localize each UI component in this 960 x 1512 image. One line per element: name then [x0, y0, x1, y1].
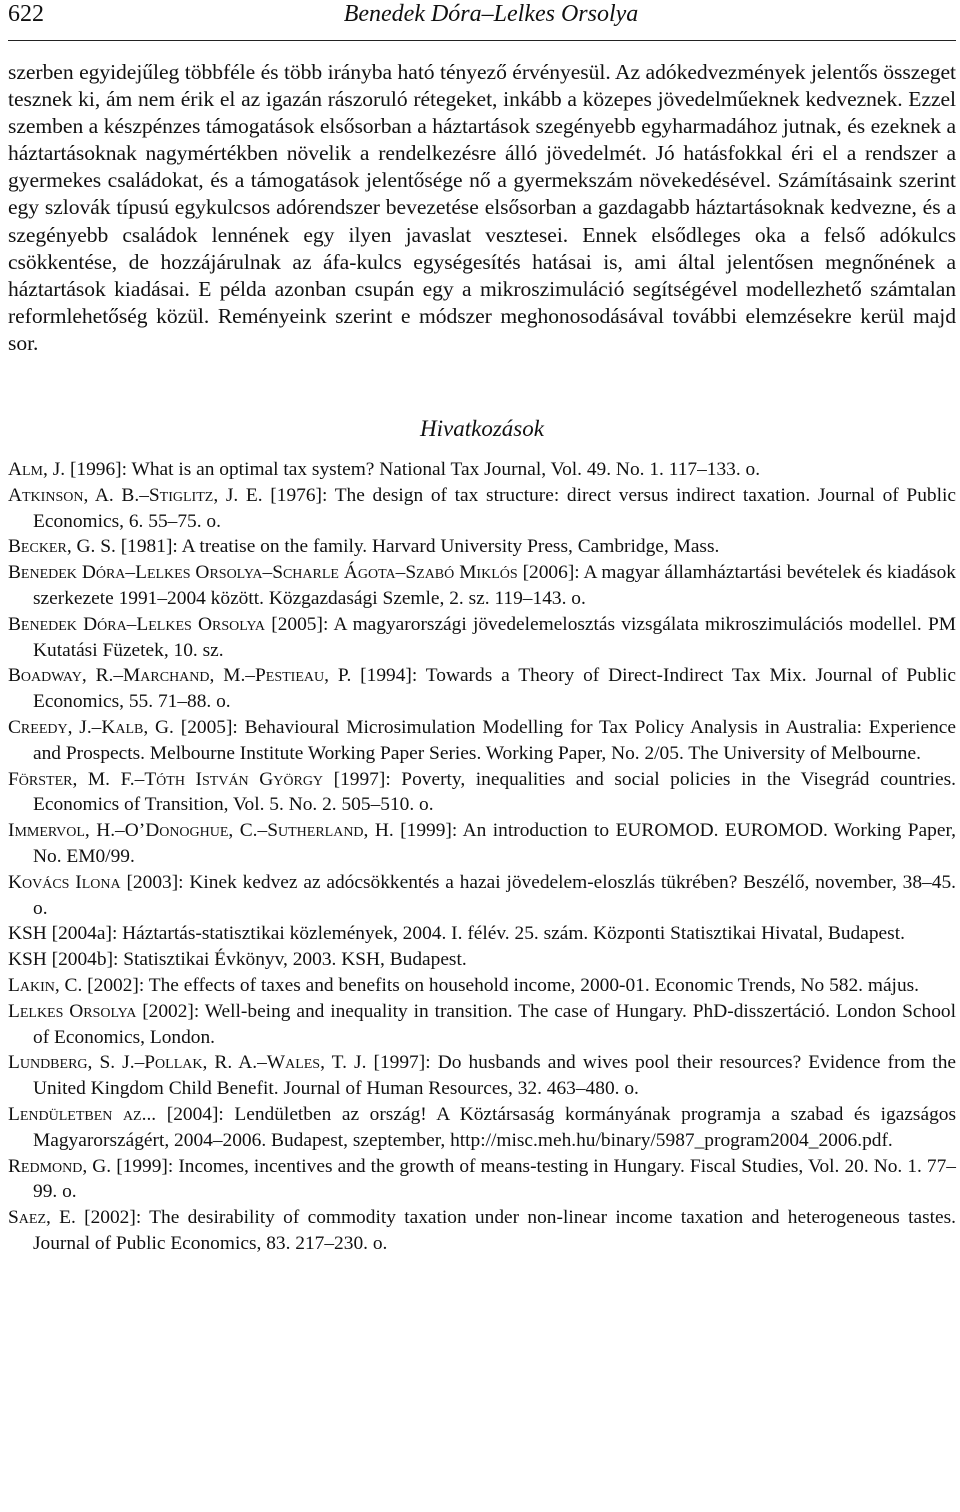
reference-text: [2004]: Lendületben az ország! A Köztársaság kormányának programja a szabad és igazságos Magyarországért, 2004–2006. Budapest, szeptember, http://misc.meh.hu/binary/5987_program2004_2006.pdf.: [33, 1103, 957, 1151]
reference-item: [8, 818, 956, 870]
reference-item: [8, 870, 956, 922]
reference-text: KSH [2004b]: Statisztikai Évkönyv, 2003. KSH, Budapest.: [8, 949, 467, 971]
reference-authors: Boadway, R.–Marchand, M.–Pestieau, P.: [8, 665, 352, 687]
reference-item: [8, 1205, 956, 1257]
reference-item: [8, 1154, 956, 1206]
reference-authors: Immervol, H.–O’Donoghue, C.–Sutherland, H.: [8, 820, 394, 842]
reference-text: [1999]: Incomes, incentives and the growth of means-testing in Hungary. Fiscal Studies, Vol. 20. No. 1. 77–99. o.: [33, 1155, 957, 1203]
reference-authors: Kovács Ilona: [8, 871, 121, 893]
reference-text: [2002]: Well-being and inequality in transition. The case of Hungary. PhD-disszertáció. London School of Economics, London.: [33, 1000, 956, 1048]
reference-text: [2005]: Behavioural Microsimulation Modelling for Tax Policy Analysis in Australia: Experience and Prospects. Melbourne Institute Working Paper Series. Working Paper, No. 2/05. The University of Melbourne.: [33, 717, 956, 764]
reference-item: [8, 715, 956, 767]
reference-text: [1997]: Poverty, inequalities and social policies in the Visegrád countries. Economics of Transition, Vol. 5. No. 2. 505–510. o.: [33, 768, 956, 816]
reference-authors: Saez, E.: [8, 1207, 76, 1229]
reference-authors: Alm, J.: [8, 459, 66, 481]
reference-item: [8, 973, 956, 999]
reference-text: [2002]: The desirability of commodity taxation under non-linear income taxation and heterogeneous tastes. Journal of Public Economics, 83. 217–230. o.: [33, 1207, 957, 1254]
reference-item: [8, 483, 956, 535]
reference-item: [8, 663, 956, 715]
reference-text: [2005]: A magyarországi jövedelemelosztás vizsgálata mikroszimulációs modellel. PM Kutatási Füzetek, 10. sz.: [33, 613, 957, 661]
reference-text: [2003]: Kinek kedvez az adócsökkentés a hazai jövedelem-eloszlás tükrében? Beszélő, november, 38–45. o.: [33, 871, 956, 919]
reference-authors: Lendületben az...: [8, 1103, 157, 1125]
reference-text: [1976]: The design of tax structure: direct versus indirect taxation. Journal of Public Economics, 6. 55–75. o.: [33, 484, 956, 532]
reference-text: [1996]: What is an optimal tax system? National Tax Journal, Vol. 49. No. 1. 117–133. o.: [65, 459, 761, 481]
reference-authors: Creedy, J.–Kalb, G.: [8, 717, 174, 738]
reference-text: [1997]: Do husbands and wives pool their resources? Evidence from the United Kingdom Child Benefit. Journal of Human Resources, 32. 463–480. o.: [33, 1052, 956, 1100]
reference-text: [1981]: A treatise on the family. Harvard University Press, Cambridge, Mass.: [115, 536, 720, 558]
reference-item: [8, 1050, 956, 1102]
reference-item: [8, 921, 956, 947]
running-header: [8, 0, 956, 41]
reference-authors: Förster, M. F.–Tóth István György: [8, 768, 324, 790]
reference-authors: Lundberg, S. J.–Pollak, R. A.–Wales, T. J.: [8, 1052, 367, 1074]
reference-item: [8, 1102, 956, 1154]
reference-text: [1999]: An introduction to EUROMOD. EUROMOD. Working Paper, No. EM0/99.: [33, 820, 956, 867]
reference-list: [8, 457, 956, 1257]
reference-item: [8, 612, 956, 664]
reference-authors: Benedek Dóra–Lelkes Orsolya: [8, 613, 266, 635]
reference-authors: Becker, G. S.: [8, 536, 116, 558]
reference-item: [8, 560, 956, 612]
reference-item: [8, 457, 956, 483]
reference-authors: Atkinson, A. B.–Stiglitz, J. E.: [8, 484, 263, 506]
reference-item: [8, 947, 956, 973]
reference-text: KSH [2004a]: Háztartás-statisztikai közlemények, 2004. I. félév. 25. szám. Központi Statisztikai Hivatal, Budapest.: [8, 923, 905, 945]
reference-authors: Benedek Dóra–Lelkes Orsolya–Scharle Ágota–Szabó Miklós: [8, 562, 518, 584]
references-heading: Hivatkozások: [420, 416, 544, 442]
reference-item: [8, 999, 956, 1051]
page-number: 622: [8, 1, 44, 27]
reference-authors: Lakin, C.: [8, 974, 83, 996]
reference-text: [2002]: The effects of taxes and benefits on household income, 2000-01. Economic Trends, No 582. május.: [82, 974, 920, 996]
running-title: Benedek Dóra–Lelkes Orsolya: [343, 1, 639, 27]
reference-authors: Lelkes Orsolya: [8, 1000, 137, 1022]
reference-item: [8, 534, 956, 560]
reference-item: [8, 767, 956, 819]
page: [8, 0, 956, 1257]
reference-text: [2006]: A magyar államháztartási bevételek és kiadások szerkezete 1991–2004 között. Közgazdasági Szemle, 2. sz. 119–143. o.: [33, 562, 956, 610]
reference-authors: Redmond, G.: [8, 1155, 112, 1177]
body-paragraph: szerben egyidejűleg többféle és több irányba ható tényező érvényesül. Az adókedvezmények jelentős összeget tesznek ki, ám nem érik el az igazán rászoruló rétegeket, inkább a közepes jövedelműeknek kedveznek. Ezzel szemben a készpénzes támogatások elsősorban a háztartások szegényebb egyharmadához jutnak, és ezeknek a háztartásoknak nagymértékben növelik a rendelkezésre álló jövedelmét. Jó hatásfokkal éri el a rendszer a gyermekes családokat, és a támogatások jelentősége nő a gyermekszám növekedésével. Számításaink szerint egy szlovák típusú egykulcsos adórendszer bevezetése elsősorban a gazdagabb háztartásoknak kedvezne, és a szegényebb családok lennének egy ilyen javaslat vesztesei. Ennek elsődleges oka a felső adókulcs csökkentése, de hozzájárulnak az áfa-kulcs egységesítés hatásai is, ami által jelentősen megnőnének a háztartások kiadásai. E példa azonban csupán egy a mikroszimuláció segítségével modellezhető számtalan reformlehetőség közül. Reményeink szerint e módszer meghonosodásával további elemzésekre kerül majd sor.: [8, 60, 956, 355]
reference-text: [1994]: Towards a Theory of Direct-Indirect Tax Mix. Journal of Public Economics, 55. 71–88. o.: [33, 665, 956, 713]
